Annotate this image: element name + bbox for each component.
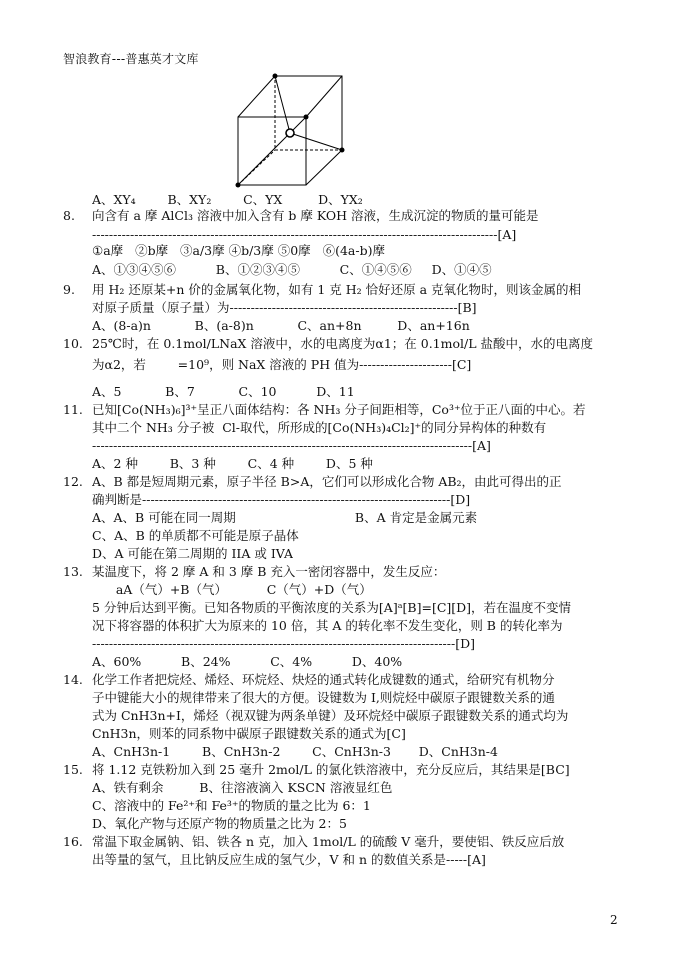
question-number: 16. <box>63 834 83 849</box>
text-line: A、铁有剩余 B、往溶液滴入 KSCN 溶液显红色 <box>92 780 393 795</box>
text-line: A、B 都是短周期元素，原子半径 B>A，它们可以形成化合物 AB₂，由此可得出的正 <box>92 474 562 489</box>
text-line: D、A 可能在第二周期的 IIA 或 IVA <box>92 546 293 561</box>
text-line: 已知[Co(NH₃)₆]³⁺呈正八面体结构：各 NH₃ 分子间距相等，Co³⁺位于正八面的中心。若 <box>92 402 586 417</box>
question-number: 11. <box>63 402 83 417</box>
crystal-cube-diagram <box>228 70 358 190</box>
text-line: ①a摩 ②b摩 ③a/3摩 ④b/3摩 ⑤0摩 ⑥(4a-b)摩 <box>92 243 385 258</box>
text-line: A、CnH3n-1 B、CnH3n-2 C、CnH3n-3 D、CnH3n-4 <box>92 744 498 759</box>
question-number: 13. <box>63 564 83 579</box>
text-line: C、溶液中的 Fe²⁺和 Fe³⁺的物质的量之比为 6：1 <box>92 798 371 813</box>
text-line: C、A、B 的单质都不可能是原子晶体 <box>92 528 299 543</box>
text-line: ------------------------------------------------------------------------------------------------[A] <box>92 227 517 242</box>
text-line: 子中键能大小的规律带来了很大的方便。设键数为 I,则烷烃中碳原子跟键数关系的通 <box>92 690 555 705</box>
text-line: CnH3n，则苯的同系物中碳原子跟键数关系的通式为[C] <box>92 726 406 741</box>
text-line: 况下将容器的体积扩大为原来的 10 倍，其 A 的转化率不发生变化，则 B 的转化率为 <box>92 618 563 633</box>
question-number: 9. <box>63 282 75 297</box>
question-number: 15. <box>63 762 83 777</box>
text-line: A、5 B、7 C、10 D、11 <box>92 384 355 399</box>
text-line: 25℃时，在 0.1mol/LNaX 溶液中，水的电离度为α1；在 0.1mol/L 盐酸中，水的电离度 <box>92 336 594 351</box>
text-line: A、2 种 B、3 种 C、4 种 D、5 种 <box>92 456 373 471</box>
question-number: 12. <box>63 474 83 489</box>
page-number: 2 <box>610 913 618 927</box>
text-line: 对原子质量（原子量）为------------------------------------------------------[B] <box>92 300 477 315</box>
text-line: 出等量的氢气，且比钠反应生成的氢气少，V 和 n 的数值关系是-----[A] <box>92 852 486 867</box>
text-line: 常温下取金属钠、铝、铁各 n 克，加入 1mol/L 的硫酸 V 毫升，要使铝、铁反应后放 <box>92 834 565 849</box>
text-line: A、(8-a)n B、(a-8)n C、an+8n D、an+16n <box>92 318 470 333</box>
text-line: ------------------------------------------------------------------------------------------[A] <box>92 438 491 453</box>
text-line: 式为 CnH3n+I，烯烃（视双键为两条单键）及环烷烃中碳原子跟键数关系的通式均为 <box>92 708 569 723</box>
text-line: 为α2，若 =10⁹，则 NaX 溶液的 PH 值为----------------------[C] <box>92 357 472 372</box>
text-line: A、XY₄ B、XY₂ C、YX D、YX₂ <box>92 192 363 207</box>
text-line: aA（气）+B（气） C（气）+D（气） <box>92 582 372 597</box>
page-header: 智浪教育---普惠英才文库 <box>63 52 199 66</box>
text-line: 用 H₂ 还原某+n 价的金属氧化物，如有 1 克 H₂ 恰好还原 a 克氧化物时，则该金属的相 <box>92 282 582 297</box>
text-line: D、氧化产物与还原产物的物质量之比为 2：5 <box>92 816 347 831</box>
text-line: A、60% B、24% C、4% D、40% <box>92 654 403 669</box>
text-line: 确判断是-------------------------------------------------------------------------[D] <box>92 492 471 507</box>
text-line: 5 分钟后达到平衡。已知各物质的平衡浓度的关系为[A]ᵃ[B]=[C][D]，若在温度不变情 <box>92 600 572 615</box>
text-line: A、A、B 可能在同一周期 B、A 肯定是金属元素 <box>92 510 478 525</box>
text-line: 将 1.12 克铁粉加入到 25 毫升 2mol/L 的氯化铁溶液中，充分反应后，其结果是[BC] <box>92 762 570 777</box>
question-number: 8. <box>63 208 75 223</box>
text-line: 化学工作者把烷烃、烯烃、环烷烃、炔烃的通式转化成键数的通式，给研究有机物分 <box>92 672 555 687</box>
text-line: 某温度下，将 2 摩 A 和 3 摩 B 充入一密闭容器中，发生反应： <box>92 564 446 579</box>
text-line: --------------------------------------------------------------------------------------[D] <box>92 636 476 651</box>
text-line: 其中二个 NH₃ 分子被 Cl-取代，所形成的[Co(NH₃)₄Cl₂]⁺的同分异构体的种数有 <box>92 420 547 435</box>
text-line: 向含有 a 摩 AlCl₃ 溶液中加入含有 b 摩 KOH 溶液，生成沉淀的物质的量可能是 <box>92 208 539 223</box>
question-number: 14. <box>63 672 83 687</box>
text-line: A、①③④⑤⑥ B、①②③④⑤ C、①④⑤⑥ D、①④⑤ <box>92 262 492 277</box>
question-number: 10. <box>63 336 83 351</box>
